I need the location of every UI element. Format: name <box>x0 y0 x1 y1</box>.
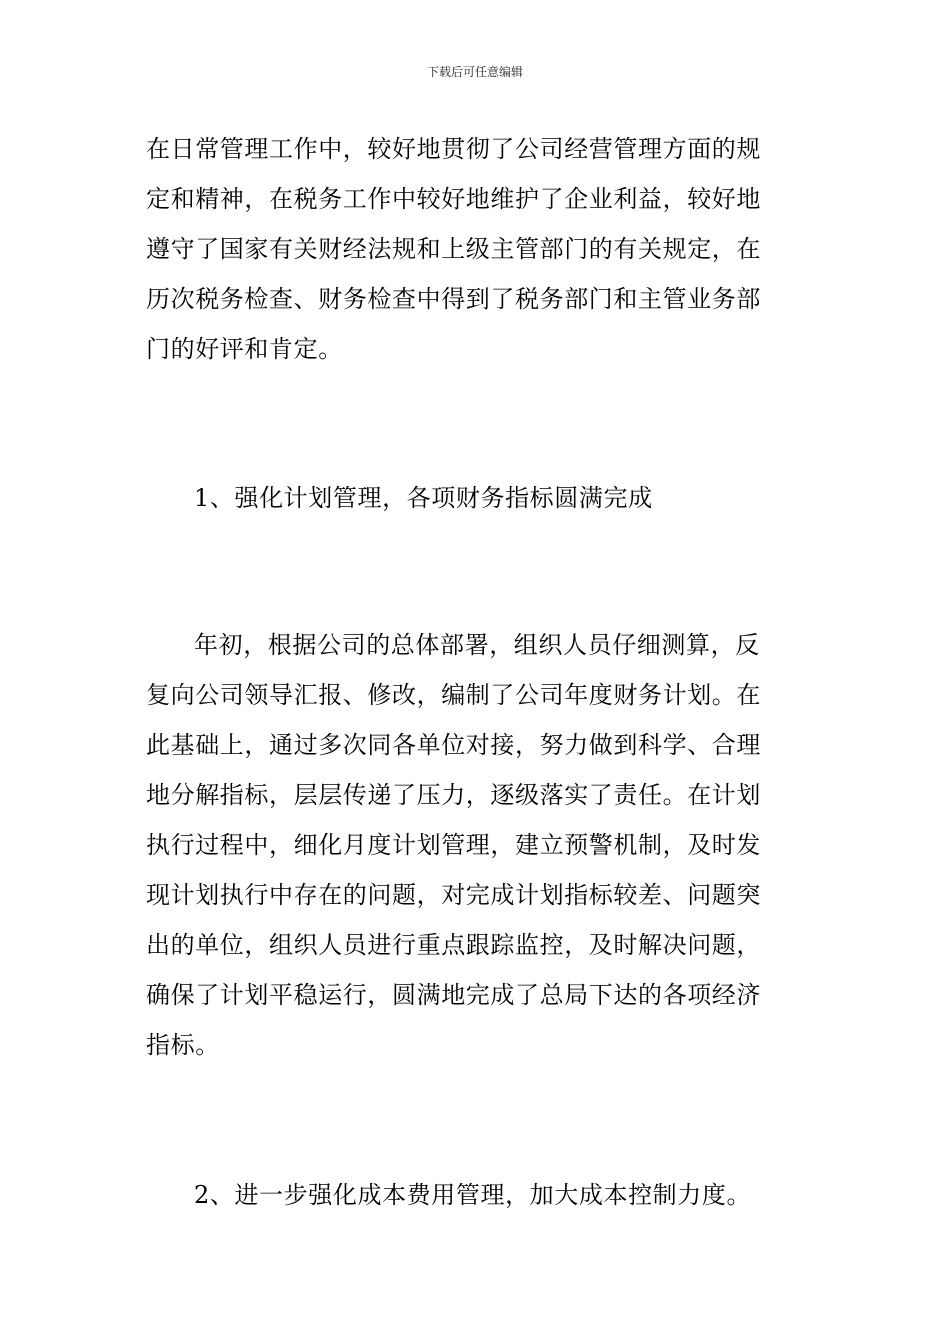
paragraph-2-line-3: 此基础上，通过多次同各单位对接，努力做到科学、合理 <box>146 731 761 759</box>
paragraph-1-line-3: 遵守了国家有关财经法规和上级主管部门的有关规定，在 <box>146 235 761 263</box>
paragraph-2-line-7: 出的单位，组织人员进行重点跟踪监控，及时解决问题， <box>146 931 761 959</box>
paragraph-1-line-2: 定和精神，在税务工作中较好地维护了企业利益，较好地 <box>146 185 761 213</box>
paragraph-1-line-5: 门的好评和肯定。 <box>146 335 343 363</box>
paragraph-2-line-8: 确保了计划平稳运行，圆满地完成了总局下达的各项经济 <box>146 981 761 1009</box>
section-heading-2: 2、进一步强化成本费用管理，加大成本控制力度。 <box>194 1181 752 1209</box>
paragraph-2-line-2: 复向公司领导汇报、修改，编制了公司年度财务计划。在 <box>146 681 761 709</box>
paragraph-2-line-5: 执行过程中，细化月度计划管理，建立预警机制，及时发 <box>146 831 761 859</box>
section-heading-1: 1、强化计划管理，各项财务指标圆满完成 <box>194 484 653 512</box>
paragraph-2-line-4: 地分解指标，层层传递了压力，逐级落实了责任。在计划 <box>146 781 761 809</box>
paragraph-2-line-9: 指标。 <box>146 1031 220 1059</box>
paragraph-2-line-1: 年初，根据公司的总体部署，组织人员仔细测算，反 <box>194 631 760 659</box>
paragraph-2-line-6: 现计划执行中存在的问题，对完成计划指标较差、问题突 <box>146 881 761 909</box>
page-header: 下载后可任意编辑 <box>426 65 523 79</box>
paragraph-1-line-1: 在日常管理工作中，较好地贯彻了公司经营管理方面的规 <box>146 135 761 163</box>
paragraph-1-line-4: 历次税务检查、财务检查中得到了税务部门和主管业务部 <box>146 285 761 313</box>
